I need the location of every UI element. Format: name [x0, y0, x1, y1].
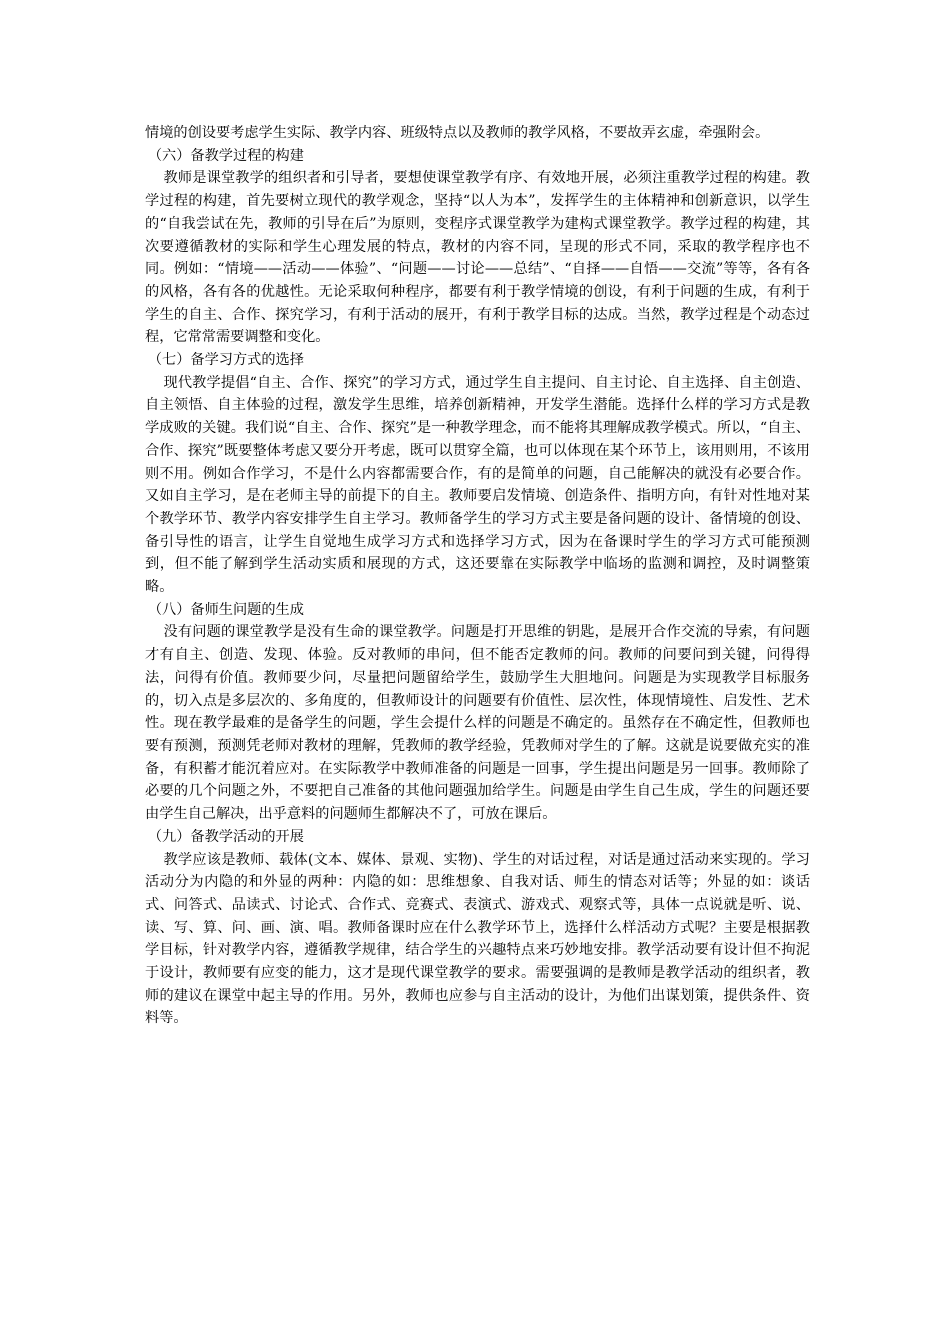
paragraph-section-8: 没有问题的课堂教学是没有生命的课堂教学。问题是打开思维的钥匙，是展开合作交流的导索，有问题才有自主、创造、发现、体验。反对教师的串问，但不能否定教师的问。教师的问要问到关键，问得得法，问得有价值。教师要少问，尽量把问题留给学生，鼓励学生大胆地问。问题是为实现教学目标服务的，切入点是多层次的、多角度的，但教师设计的问题要有价值性、层次性，体现情境性、启发性、艺术性。现在教学最难的是备学生的问题，学生会提什么样的问题是不确定的。虽然存在不确定性，但教师也要有预测，预测凭老师对教材的理解，凭教师的教学经验，凭教师对学生的了解。这就是说要做充实的准备，有积蓄才能沉着应对。在实际教学中教师准备的问题是一回事，学生提出问题是另一回事。教师除了必要的几个问题之外，不要把自己准备的其他问题强加给学生。问题是由学生自己生成，学生的问题还要由学生自己解决，出乎意料的问题师生都解决不了，可放在课后。: [145, 624, 810, 823]
section-heading-7: （七）备学习方式的选择: [147, 352, 304, 369]
section-heading-6: （六）备教学过程的构建: [147, 147, 304, 164]
paragraph-section-7: 现代教学提倡“自主、合作、探究”的学习方式，通过学生自主提问、自主讨论、自主选择、自主创造、自主领悟、自主体验的过程，激发学生思维，培养创新精神，开发学生潜能。选择什么样的学习方式是教学成败的关键。我们说“自主、合作、探究”是一种教学理念，而不能将其理解成教学模式。所以，“自主、合作、探究”既要整体考虑又要分开考虑，既可以贯穿全篇，也可以体现在某个环节上，该用则用，不该用则不用。例如合作学习，不是什么内容都需要合作，有的是简单的问题，自己能解决的就没有必要合作。又如自主学习，是在老师主导的前提下的自主。教师要启发情境、创造条件、指明方向，有针对性地对某个教学环节、教学内容安排学生自主学习。教师备学生的学习方式主要是备问题的设计、备情境的创设、备引导性的语言，让学生自觉地生成学习方式和选择学习方式，因为在备课时学生的学习方式可能预测到，但不能了解到学生活动实质和展现的方式，这还要靠在实际教学中临场的监测和调控，及时调整策略。: [145, 374, 810, 596]
paragraph-section-9: 教学应该是教师、载体(文本、媒体、景观、实物)、学生的对话过程，对话是通过活动来实现的。学习活动分为内隐的和外显的两种：内隐的如：思维想象、自我对话、师生的情态对话等；外显的如：谈话式、问答式、品读式、讨论式、合作式、竞赛式、表演式、游戏式、观察式等，具体一点说就是听、说、读、写、算、问、画、演、唱。教师备课时应在什么教学环节上，选择什么样活动方式呢？主要是根据教学目标，针对教学内容，遵循教学规律，结合学生的兴趣特点来巧妙地安排。教学活动要有设计但不拘泥于设计，教师要有应变的能力，这才是现代课堂教学的要求。需要强调的是教师是教学活动的组织者，教师的建议在课堂中起主导的作用。另外，教师也应参与自主活动的设计，为他们出谋划策，提供条件、资料等。: [145, 851, 810, 1027]
section-heading-9: （九）备教学活动的开展: [147, 828, 304, 845]
section-heading-8: （八）备师生问题的生成: [147, 601, 304, 618]
document-page: [145, 122, 810, 1030]
paragraph-section-6: 教师是课堂教学的组织者和引导者，要想使课堂教学有序、有效地开展，必须注重教学过程的构建。教学过程的构建，首先要树立现代的教学观念，坚持“以人为本”，发挥学生的主体精神和创新意识，以学生的“自我尝试在先，教师的引导在后”为原则，变程序式课堂教学为建构式课堂教学。教学过程的构建，其次要遵循教材的实际和学生心理发展的特点，教材的内容不同，呈现的形式不同，采取的教学程序也不同。例如：“情境——活动——体验”、“问题——讨论——总结”、“自择——自悟——交流”等等，各有各的风格，各有各的优越性。无论采取何种程序，都要有利于教学情境的创设，有利于问题的生成，有利于学生的自主、合作、探究学习，有利于活动的展开，有利于教学目标的达成。当然，教学过程是个动态过程，它常常需要调整和变化。: [145, 170, 810, 346]
paragraph-intro: 情境的创设要考虑学生实际、教学内容、班级特点以及教师的教学风格，不要故弄玄虚，牵强附会。: [145, 125, 770, 141]
